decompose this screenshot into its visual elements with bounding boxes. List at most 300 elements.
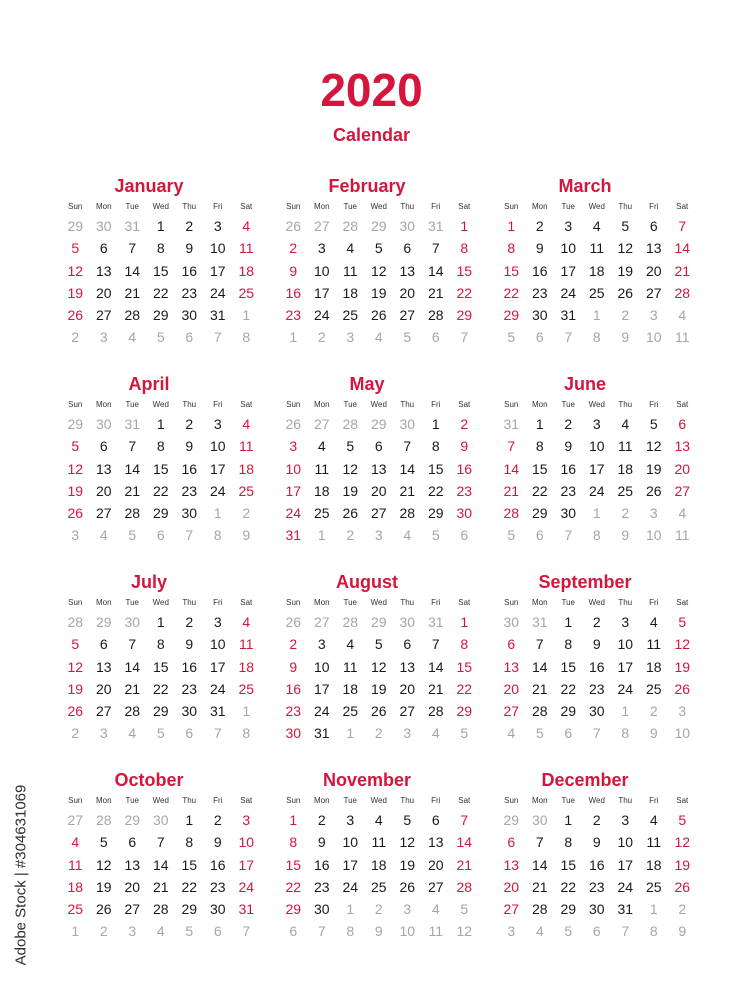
day-cell: 14	[399, 460, 416, 477]
day-cell: 10	[313, 262, 330, 279]
adjacent-day-cell: 3	[99, 725, 108, 742]
day-cell: 24	[342, 878, 359, 895]
day-cell: 30	[588, 901, 605, 918]
weekday-label: Sat	[240, 202, 253, 211]
day-cell: 4	[242, 614, 251, 630]
day-cell: 23	[209, 878, 226, 895]
adjacent-day-cell: 26	[285, 416, 302, 432]
adjacent-day-cell: 5	[185, 923, 194, 940]
day-cell: 24	[588, 482, 605, 499]
day-cell: 2	[185, 614, 194, 630]
weekday-label: Thu	[182, 202, 197, 211]
weekday-label: Tue	[343, 202, 357, 211]
day-cell: 3	[621, 812, 630, 828]
day-cell: 26	[67, 703, 84, 720]
adjacent-day-cell: 5	[403, 329, 412, 346]
adjacent-day-cell: 9	[649, 725, 658, 742]
day-cell: 9	[592, 834, 601, 851]
day-cell: 22	[285, 878, 302, 895]
day-cell: 27	[399, 703, 416, 720]
adjacent-day-cell: 2	[374, 725, 383, 742]
day-cell: 14	[124, 460, 141, 477]
day-cell: 30	[285, 725, 302, 742]
day-cell: 18	[313, 482, 330, 499]
month-name: April	[128, 374, 170, 394]
day-cell: 5	[678, 614, 687, 630]
day-cell: 23	[181, 482, 198, 499]
day-cell: 4	[242, 218, 251, 234]
adjacent-day-cell: 8	[592, 329, 601, 346]
day-cell: 15	[152, 460, 169, 477]
day-cell: 10	[209, 240, 226, 257]
month-name: June	[563, 374, 606, 394]
day-cell: 9	[460, 438, 469, 455]
day-cell: 24	[209, 680, 226, 697]
day-cell: 17	[313, 284, 330, 301]
day-cell: 26	[617, 284, 634, 301]
day-cell: 27	[674, 482, 691, 499]
adjacent-day-cell: 4	[535, 923, 544, 940]
day-cell: 11	[238, 636, 254, 653]
month-february	[279, 175, 499, 349]
day-cell: 26	[370, 307, 387, 324]
day-cell: 17	[342, 856, 359, 873]
day-cell: 11	[646, 636, 662, 653]
day-cell: 15	[503, 262, 520, 279]
day-cell: 1	[460, 218, 469, 234]
adjacent-day-cell: 11	[674, 329, 690, 346]
day-grid	[61, 611, 281, 745]
day-cell: 3	[592, 416, 601, 432]
weekday-label: Tue	[125, 400, 139, 409]
day-cell: 28	[531, 703, 548, 720]
day-cell: 20	[503, 878, 520, 895]
day-cell: 7	[431, 636, 440, 653]
day-cell: 10	[588, 438, 605, 455]
day-cell: 6	[431, 812, 440, 828]
month-name: September	[538, 572, 632, 592]
day-cell: 16	[588, 856, 605, 873]
day-cell: 4	[621, 416, 630, 432]
day-cell: 2	[317, 812, 326, 828]
weekday-label: Wed	[370, 598, 387, 607]
day-cell: 1	[535, 416, 544, 432]
day-cell: 15	[152, 262, 169, 279]
day-cell: 21	[124, 482, 141, 499]
day-cell: 28	[399, 505, 416, 522]
adjacent-day-cell: 8	[346, 923, 355, 940]
adjacent-day-cell: 6	[535, 527, 544, 544]
day-cell: 22	[531, 482, 548, 499]
weekday-label: Thu	[400, 202, 415, 211]
weekday-label: Mon	[531, 202, 548, 211]
day-cell: 27	[399, 307, 416, 324]
day-cell: 29	[560, 703, 577, 720]
adjacent-day-cell: 1	[621, 703, 630, 720]
day-cell: 27	[370, 505, 387, 522]
day-cell: 17	[285, 482, 302, 499]
day-cell: 6	[128, 834, 137, 851]
adjacent-day-cell: 5	[156, 725, 165, 742]
day-cell: 12	[370, 262, 387, 279]
calendar-year-title: 2020	[320, 64, 423, 116]
day-cell: 4	[346, 636, 355, 653]
day-cell: 12	[95, 856, 112, 873]
day-cell: 28	[152, 901, 169, 918]
day-cell: 25	[238, 284, 255, 301]
adjacent-day-cell: 7	[564, 329, 573, 346]
day-cell: 5	[346, 438, 355, 455]
day-cell: 22	[152, 284, 169, 301]
adjacent-day-cell: 6	[289, 923, 298, 940]
weekday-label: Wed	[152, 796, 169, 805]
day-cell: 29	[427, 505, 444, 522]
weekday-label: Sat	[676, 400, 689, 409]
weekday-label: Sat	[240, 598, 253, 607]
weekday-label: Fri	[649, 202, 659, 211]
day-cell: 10	[313, 658, 330, 675]
adjacent-day-cell: 1	[71, 923, 80, 940]
weekday-label: Fri	[649, 400, 659, 409]
adjacent-day-cell: 29	[503, 812, 520, 828]
weekday-label: Fri	[649, 796, 659, 805]
adjacent-day-cell: 30	[503, 614, 520, 630]
day-cell: 8	[460, 636, 469, 653]
day-cell: 13	[399, 262, 416, 279]
day-cell: 20	[95, 284, 112, 301]
adjacent-day-cell: 26	[285, 614, 302, 630]
day-cell: 5	[71, 438, 80, 455]
adjacent-day-cell: 3	[649, 505, 658, 522]
day-cell: 29	[181, 901, 198, 918]
day-cell: 7	[535, 834, 544, 851]
adjacent-day-cell: 4	[156, 923, 165, 940]
day-cell: 23	[456, 482, 473, 499]
month-april	[61, 373, 281, 547]
day-cell: 13	[124, 856, 141, 873]
day-cell: 19	[674, 856, 691, 873]
adjacent-day-cell: 6	[535, 329, 544, 346]
month-september	[497, 571, 717, 745]
day-cell: 29	[152, 505, 169, 522]
day-cell: 13	[399, 658, 416, 675]
adjacent-day-cell: 2	[678, 901, 687, 918]
day-cell: 23	[181, 680, 198, 697]
weekday-label: Thu	[400, 598, 415, 607]
weekday-label: Sun	[68, 796, 83, 805]
day-cell: 3	[213, 614, 222, 630]
day-cell: 24	[209, 284, 226, 301]
day-cell: 12	[67, 460, 84, 477]
adjacent-day-cell: 12	[456, 923, 473, 940]
weekday-header	[279, 793, 499, 809]
day-cell: 10	[617, 636, 634, 653]
weekday-label: Thu	[618, 796, 633, 805]
day-cell: 10	[560, 240, 577, 257]
weekday-label: Sat	[240, 796, 253, 805]
day-cell: 3	[621, 614, 630, 630]
weekday-label: Sat	[458, 796, 471, 805]
day-cell: 31	[617, 901, 634, 918]
weekday-label: Sun	[286, 202, 301, 211]
adjacent-day-cell: 29	[67, 416, 84, 432]
month-name: August	[336, 572, 398, 592]
month-name: May	[349, 374, 385, 394]
adjacent-day-cell: 29	[370, 218, 387, 234]
day-cell: 9	[213, 834, 222, 851]
weekday-label: Tue	[561, 796, 575, 805]
day-cell: 8	[289, 834, 298, 851]
day-grid	[497, 413, 717, 547]
day-cell: 7	[507, 438, 516, 455]
day-cell: 14	[674, 240, 691, 257]
day-cell: 16	[181, 658, 198, 675]
adjacent-day-cell: 7	[242, 923, 251, 940]
day-cell: 17	[313, 680, 330, 697]
day-cell: 31	[209, 307, 226, 324]
day-cell: 18	[588, 262, 605, 279]
adjacent-day-cell: 5	[507, 527, 516, 544]
day-cell: 19	[645, 460, 662, 477]
day-cell: 9	[185, 636, 194, 653]
weekday-label: Sun	[504, 400, 519, 409]
adjacent-day-cell: 3	[507, 923, 516, 940]
day-cell: 19	[399, 856, 416, 873]
day-cell: 8	[564, 834, 573, 851]
adjacent-day-cell: 6	[156, 527, 165, 544]
weekday-label: Mon	[313, 202, 330, 211]
adjacent-day-cell: 4	[99, 527, 108, 544]
day-cell: 24	[617, 680, 634, 697]
day-cell: 19	[67, 482, 84, 499]
day-cell: 28	[531, 901, 548, 918]
day-cell: 3	[213, 416, 222, 432]
adjacent-day-cell: 3	[374, 527, 383, 544]
day-cell: 8	[507, 240, 516, 257]
day-cell: 2	[213, 812, 222, 828]
adjacent-day-cell: 5	[156, 329, 165, 346]
day-cell: 24	[617, 878, 634, 895]
adjacent-day-cell: 2	[71, 725, 80, 742]
day-cell: 11	[238, 438, 254, 455]
day-cell: 12	[67, 262, 84, 279]
weekday-label: Tue	[561, 598, 575, 607]
day-cell: 7	[460, 812, 469, 828]
adjacent-day-cell: 2	[242, 505, 251, 522]
day-cell: 24	[313, 307, 330, 324]
weekday-label: Tue	[343, 796, 357, 805]
day-cell: 30	[181, 307, 198, 324]
day-cell: 8	[185, 834, 194, 851]
day-cell: 10	[342, 834, 359, 851]
adjacent-day-cell: 2	[317, 329, 326, 346]
day-cell: 19	[370, 284, 387, 301]
day-cell: 24	[238, 878, 255, 895]
day-cell: 6	[99, 240, 108, 257]
day-cell: 16	[313, 856, 330, 873]
day-cell: 21	[503, 482, 520, 499]
day-cell: 7	[128, 438, 137, 455]
day-cell: 16	[531, 262, 548, 279]
day-cell: 25	[370, 878, 387, 895]
adjacent-day-cell: 4	[507, 725, 516, 742]
weekday-label: Tue	[343, 598, 357, 607]
day-cell: 4	[374, 812, 383, 828]
day-cell: 5	[403, 812, 412, 828]
day-cell: 24	[313, 703, 330, 720]
adjacent-day-cell: 11	[674, 527, 690, 544]
day-cell: 21	[152, 878, 169, 895]
adjacent-day-cell: 3	[99, 329, 108, 346]
day-cell: 18	[238, 262, 255, 279]
day-cell: 18	[238, 460, 255, 477]
adjacent-day-cell: 5	[128, 527, 137, 544]
adjacent-day-cell: 2	[71, 329, 80, 346]
day-cell: 8	[431, 438, 440, 455]
adjacent-day-cell: 8	[242, 329, 251, 346]
adjacent-day-cell: 2	[621, 307, 630, 324]
day-cell: 7	[156, 834, 165, 851]
adjacent-day-cell: 26	[285, 218, 302, 234]
weekday-label: Fri	[213, 400, 223, 409]
day-cell: 3	[346, 812, 355, 828]
day-cell: 18	[645, 856, 662, 873]
day-cell: 25	[588, 284, 605, 301]
day-cell: 24	[285, 505, 302, 522]
day-cell: 1	[564, 812, 573, 828]
day-cell: 22	[456, 284, 473, 301]
day-cell: 25	[645, 680, 662, 697]
day-cell: 26	[674, 680, 691, 697]
day-cell: 8	[564, 636, 573, 653]
month-august	[279, 571, 499, 745]
weekday-label: Fri	[431, 796, 441, 805]
month-june	[497, 373, 717, 547]
day-cell: 1	[564, 614, 573, 630]
adjacent-day-cell: 5	[460, 725, 469, 742]
day-cell: 1	[460, 614, 469, 630]
day-cell: 4	[592, 218, 601, 234]
day-cell: 1	[185, 812, 194, 828]
day-cell: 10	[209, 438, 226, 455]
adjacent-day-cell: 9	[242, 527, 251, 544]
day-cell: 15	[456, 262, 473, 279]
day-cell: 23	[285, 307, 302, 324]
adjacent-day-cell: 27	[313, 218, 330, 234]
day-cell: 23	[560, 482, 577, 499]
adjacent-day-cell: 31	[124, 218, 141, 234]
day-cell: 10	[209, 636, 226, 653]
day-cell: 27	[427, 878, 444, 895]
day-cell: 14	[503, 460, 520, 477]
adjacent-day-cell: 8	[242, 725, 251, 742]
adjacent-day-cell: 9	[678, 923, 687, 940]
day-cell: 28	[427, 307, 444, 324]
adjacent-day-cell: 3	[678, 703, 687, 720]
adjacent-day-cell: 4	[678, 505, 687, 522]
day-cell: 23	[531, 284, 548, 301]
day-cell: 8	[460, 240, 469, 257]
day-cell: 5	[71, 240, 80, 257]
adjacent-day-cell: 4	[403, 527, 412, 544]
day-cell: 26	[370, 703, 387, 720]
day-cell: 3	[289, 438, 298, 455]
day-cell: 15	[456, 658, 473, 675]
day-cell: 30	[209, 901, 226, 918]
day-cell: 30	[531, 307, 548, 324]
day-cell: 15	[427, 460, 444, 477]
day-grid	[61, 215, 281, 349]
weekday-label: Thu	[618, 400, 633, 409]
day-cell: 9	[289, 658, 298, 675]
weekday-label: Sun	[68, 202, 83, 211]
day-cell: 23	[588, 680, 605, 697]
weekday-header	[497, 199, 717, 215]
day-cell: 11	[589, 240, 605, 257]
weekday-label: Sat	[676, 796, 689, 805]
adjacent-day-cell: 27	[313, 416, 330, 432]
adjacent-day-cell: 5	[535, 725, 544, 742]
day-cell: 29	[152, 703, 169, 720]
adjacent-day-cell: 31	[503, 416, 520, 432]
weekday-label: Thu	[400, 796, 415, 805]
adjacent-day-cell: 7	[317, 923, 326, 940]
day-grid	[497, 215, 717, 349]
adjacent-day-cell: 3	[71, 527, 80, 544]
day-grid	[61, 809, 281, 943]
weekday-label: Tue	[343, 400, 357, 409]
adjacent-day-cell: 7	[460, 329, 469, 346]
day-cell: 26	[67, 505, 84, 522]
adjacent-day-cell: 7	[592, 725, 601, 742]
weekday-label: Mon	[95, 202, 112, 211]
day-cell: 16	[181, 460, 198, 477]
weekday-label: Mon	[95, 796, 112, 805]
day-cell: 11	[238, 240, 254, 257]
day-cell: 22	[152, 482, 169, 499]
weekday-header	[497, 397, 717, 413]
day-cell: 12	[399, 834, 416, 851]
day-cell: 30	[181, 505, 198, 522]
day-cell: 16	[285, 680, 302, 697]
adjacent-day-cell: 8	[649, 923, 658, 940]
day-cell: 29	[560, 901, 577, 918]
day-cell: 22	[427, 482, 444, 499]
weekday-label: Wed	[152, 598, 169, 607]
day-cell: 20	[370, 482, 387, 499]
day-cell: 18	[67, 878, 84, 895]
adjacent-day-cell: 30	[124, 614, 141, 630]
day-cell: 13	[95, 658, 112, 675]
weekday-label: Sun	[286, 598, 301, 607]
day-cell: 25	[342, 307, 359, 324]
adjacent-day-cell: 1	[592, 307, 601, 324]
adjacent-day-cell: 30	[95, 218, 112, 234]
day-cell: 1	[156, 218, 165, 234]
adjacent-day-cell: 28	[95, 812, 112, 828]
weekday-label: Wed	[588, 202, 605, 211]
weekday-header	[497, 793, 717, 809]
day-cell: 18	[617, 460, 634, 477]
day-cell: 19	[95, 878, 112, 895]
day-cell: 27	[645, 284, 662, 301]
day-cell: 20	[399, 680, 416, 697]
day-cell: 20	[95, 482, 112, 499]
day-cell: 25	[67, 901, 84, 918]
day-cell: 31	[560, 307, 577, 324]
adjacent-day-cell: 28	[67, 614, 84, 630]
adjacent-day-cell: 10	[645, 527, 662, 544]
